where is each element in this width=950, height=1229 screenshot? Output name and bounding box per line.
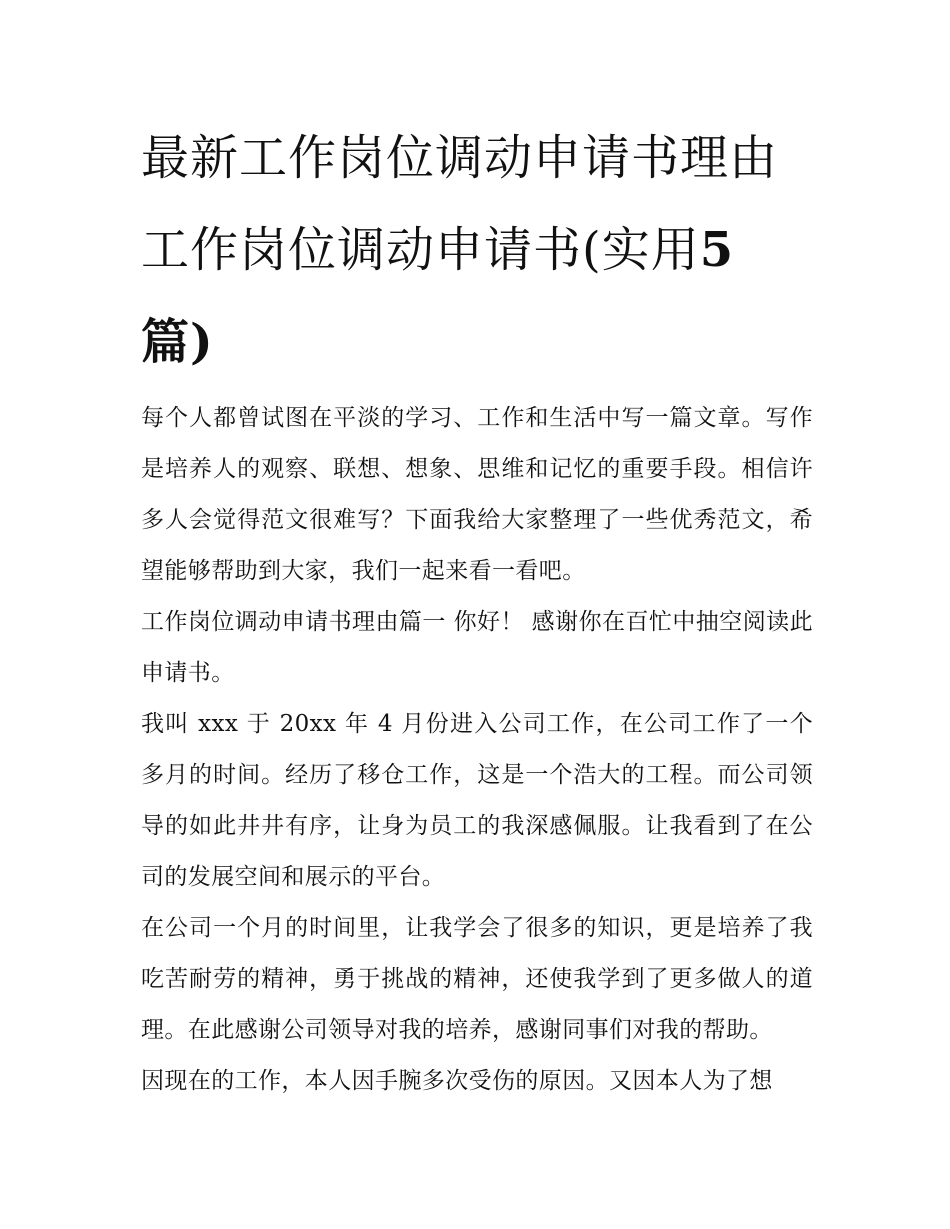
body-paragraph: 因现在的工作，本人因手腕多次受伤的原因。又因本人为了想 (141, 1068, 773, 1094)
document-page (141, 112, 813, 1107)
title-text: 最新工作岗位调动申请书理由工作岗位调动申请书(实用 (141, 130, 779, 278)
body-paragraph: 工作岗位调动申请书理由篇一 你好！ 感谢你在百忙中抽空阅读此申请书。 (141, 609, 813, 686)
intro-paragraph: 每个人都曾试图在平淡的学习、工作和生活中写一篇文章。写作是培养人的观察、联想、想象、思维和记忆的重要手段。相信许多人会觉得范文很难写？下面我给大家整理了一些优秀范文，希望能够帮助到大家，我们一起来看一看吧。 (141, 405, 813, 584)
document-title (141, 112, 813, 388)
title-text-end: 篇) (141, 314, 214, 370)
body-paragraph: 我叫 xxx 于 20xx 年 4 月份进入公司工作，在公司工作了一个多月的时间。经历了移仓工作，这是一个浩大的工程。而公司领导的如此井井有序，让身为员工的我深感佩服。让我看到了在公司的发展空间和展示的平台。 (141, 711, 813, 890)
title-number: 5 (699, 222, 735, 278)
body-paragraph: 在公司一个月的时间里，让我学会了很多的知识，更是培养了我吃苦耐劳的精神，勇于挑战的精神，还使我学到了更多做人的道理。在此感谢公司领导对我的培养，感谢同事们对我的帮助。 (141, 915, 813, 1043)
